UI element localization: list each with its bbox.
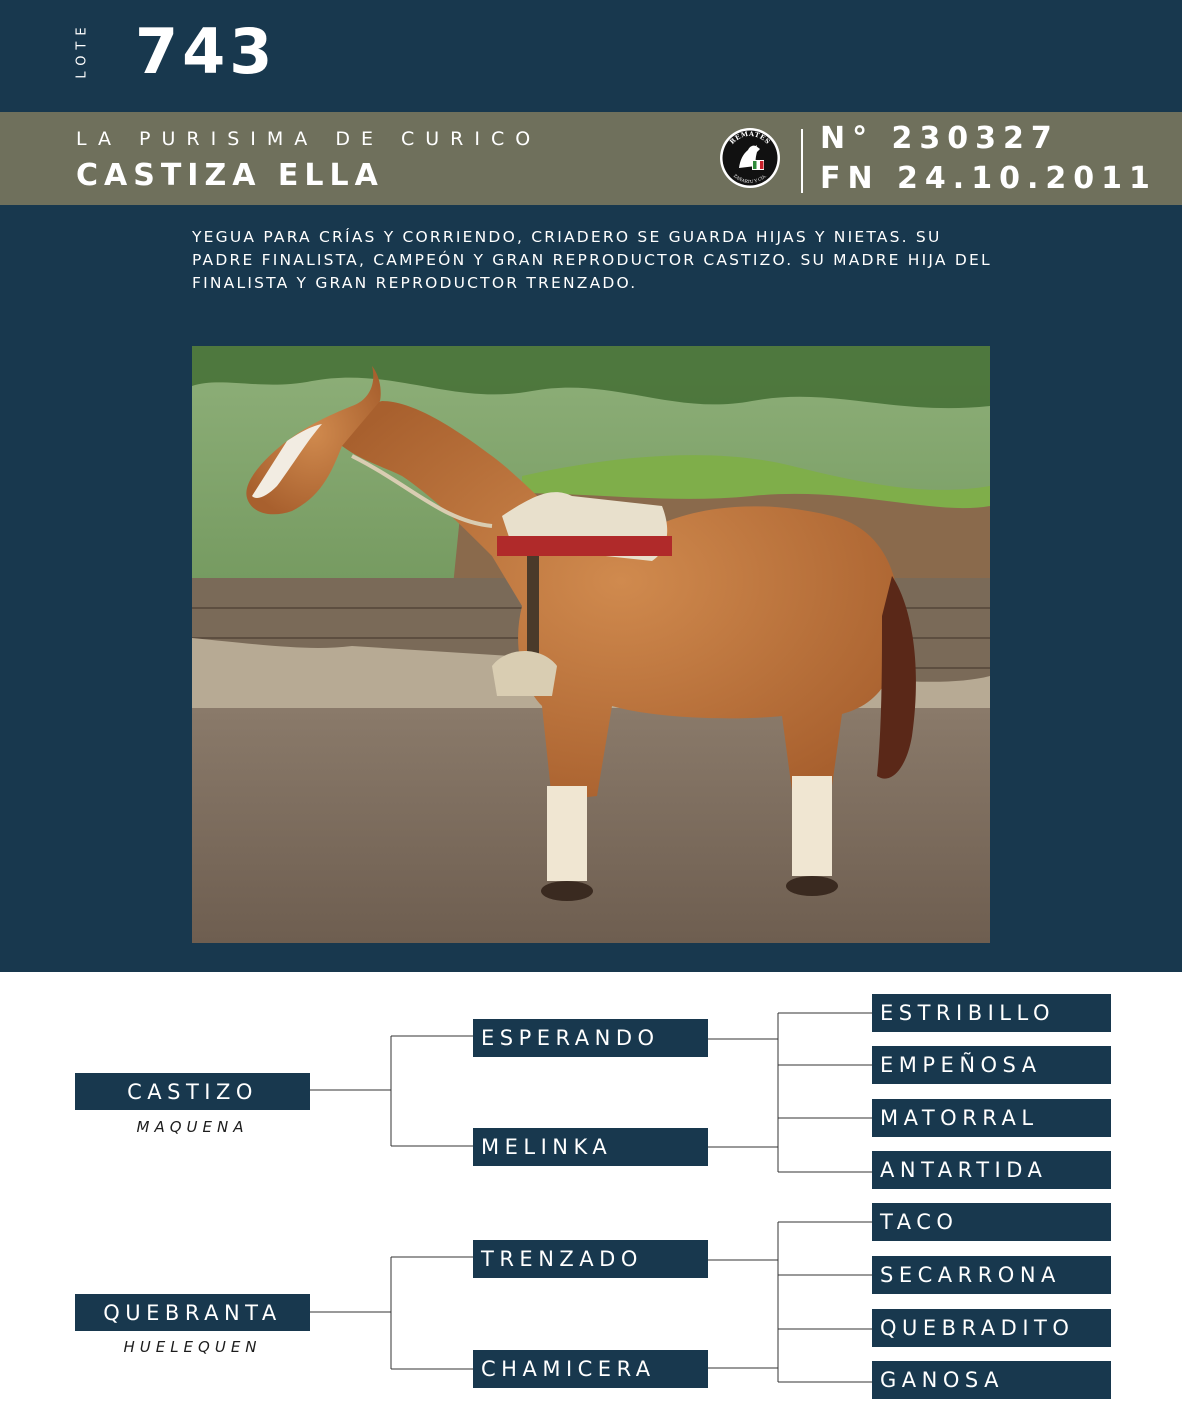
pedigree-great-grandparent: EMPEÑOSA (872, 1046, 1111, 1084)
pedigree-great-grandparent: GANOSA (872, 1361, 1111, 1399)
remates-logo (719, 127, 781, 189)
pedigree-great-grandparent: MATORRAL (872, 1099, 1111, 1137)
lot-description: YEGUA PARA CRÍAS Y CORRIENDO, CRIADERO SE GUARDA HIJAS Y NIETAS. SU PADRE FINALISTA, CAMPEÓN Y GRAN REPRODUCTOR CASTIZO. SU MADRE HIJA DEL FINALISTA Y GRAN REPRODUCTOR TRENZADO. (192, 228, 992, 292)
pedigree-great-grandparent: QUEBRADITO (872, 1309, 1111, 1347)
pedigree-dam-origin: HUELEQUEN (123, 1338, 262, 1356)
pedigree-dam: QUEBRANTA (75, 1294, 310, 1331)
logo-text-bottom: ZAÑARTU Y CIA. (732, 173, 768, 185)
header-divider (801, 129, 803, 193)
birth-date: FN 24.10.2011 (820, 161, 1157, 196)
lote-number: 743 (135, 15, 277, 88)
pedigree-grandparent: CHAMICERA (473, 1350, 708, 1388)
pedigree-great-grandparent: TACO (872, 1203, 1111, 1241)
registration-number: N° 230327 (820, 121, 1059, 156)
pedigree-great-grandparent: ANTARTIDA (872, 1151, 1111, 1189)
breeder-origin: LA PURISIMA DE CURICO (76, 128, 542, 150)
pedigree-sire-origin: MAQUENA (136, 1118, 249, 1136)
pedigree-great-grandparent: SECARRONA (872, 1256, 1111, 1294)
pedigree-grandparent: ESPERANDO (473, 1019, 708, 1057)
pedigree-great-grandparent: ESTRIBILLO (872, 994, 1111, 1032)
pedigree-sire: CASTIZO (75, 1073, 310, 1110)
horse-name: CASTIZA ELLA (76, 158, 384, 193)
pedigree-grandparent: MELINKA (473, 1128, 708, 1166)
logo-text-top: REMATES (728, 129, 772, 146)
horse-photo (192, 346, 990, 943)
pedigree-grandparent: TRENZADO (473, 1240, 708, 1278)
lote-label: LOTE (74, 21, 90, 79)
